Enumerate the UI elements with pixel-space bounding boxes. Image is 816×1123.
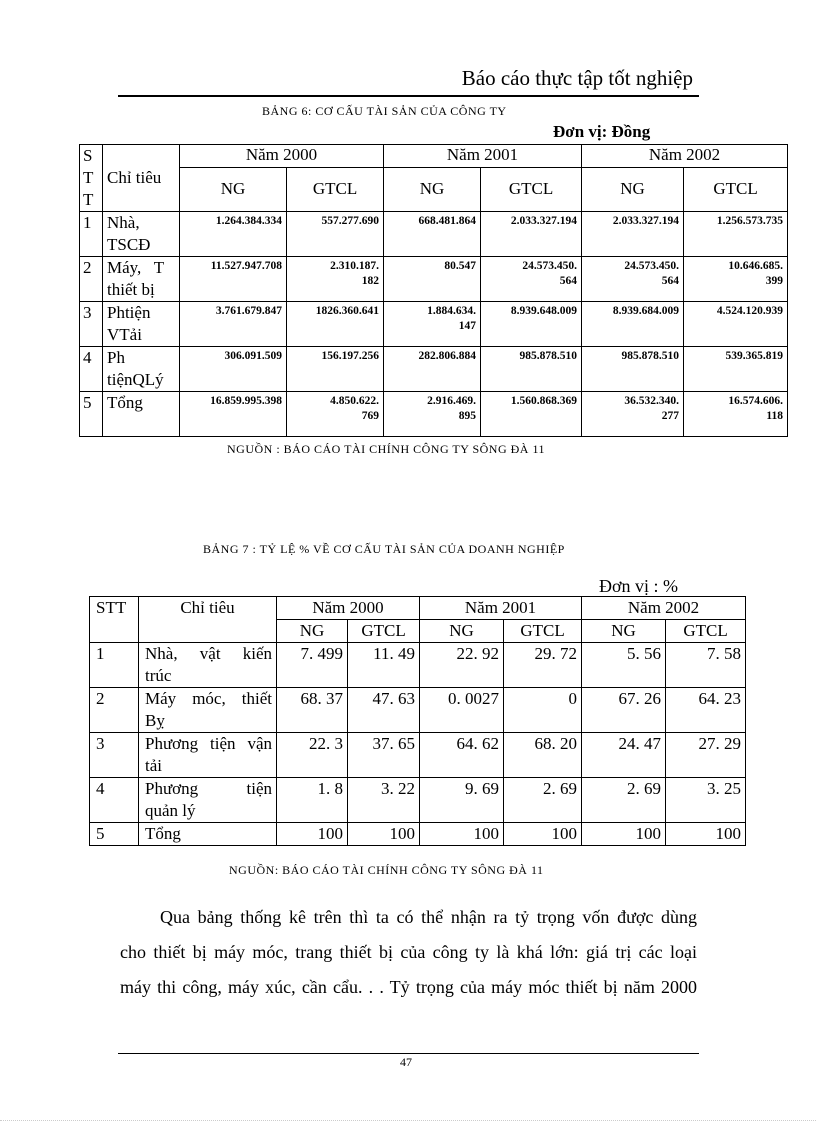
- table7-chitieu-line: trúc: [145, 666, 172, 685]
- table7-row: [90, 778, 746, 823]
- table6-cell: [384, 212, 481, 257]
- table6-cell-line: 182: [361, 275, 380, 287]
- table6-stt-header: S T T: [80, 145, 103, 212]
- table7-row: [90, 643, 746, 688]
- table6-cell-line: 557.277.690: [321, 215, 380, 227]
- table6-cell: [481, 302, 582, 347]
- table7-sub-ng: NG: [582, 620, 666, 643]
- table7-chitieu-line: Phương tiện vận: [145, 734, 272, 753]
- table6-cell-line: 895: [458, 410, 477, 422]
- table6-cell-line: 282.806.884: [418, 350, 477, 362]
- table7-year-2001: Năm 2001: [420, 597, 582, 620]
- table7-cell: 24. 47: [582, 733, 666, 778]
- table6-cell: [582, 302, 684, 347]
- table7-cell: 22. 3: [277, 733, 348, 778]
- table7-row: [90, 688, 746, 733]
- table7-cell: 2. 69: [504, 778, 582, 823]
- table6-cell: [582, 347, 684, 392]
- table6-sub-ng: NG: [582, 167, 684, 211]
- table6-cell-line: 1.884.634.: [427, 305, 477, 317]
- table7-cell: 3. 22: [348, 778, 420, 823]
- page-number: 47: [400, 1055, 412, 1069]
- table7-cell: 5. 56: [582, 643, 666, 688]
- table6-cell: [180, 302, 287, 347]
- table6-cell: [287, 302, 384, 347]
- table6-caption: BẢNG 6: CƠ CẤU TÀI SẢN CỦA CÔNG TY: [262, 104, 507, 118]
- table6-chitieu: [103, 257, 180, 302]
- table6-cell-line: 8.939.684.009: [612, 305, 680, 317]
- table7-chitieu-header: Chỉ tiêu: [139, 597, 277, 643]
- table6-cell: [481, 392, 582, 437]
- table7-cell: 47. 63: [348, 688, 420, 733]
- table7-stt-header: STT: [90, 597, 139, 643]
- table7-cell: 100: [420, 823, 504, 846]
- table6-year-2002: Năm 2002: [582, 145, 788, 168]
- table7-cell: 64. 23: [666, 688, 746, 733]
- table6-cell-line: 277: [661, 410, 680, 422]
- table6-cell-line: 668.481.864: [418, 215, 477, 227]
- table7-chitieu-line: Máy móc, thiết: [145, 689, 272, 708]
- table6-chitieu-line: Phtiện: [107, 303, 151, 322]
- table6-cell: [582, 257, 684, 302]
- table7-chitieu: [139, 778, 277, 823]
- table6-cell: [287, 392, 384, 437]
- table7-year-2002: Năm 2002: [582, 597, 746, 620]
- table6-chitieu-line: thiết bị: [107, 280, 155, 299]
- table6-stt: 1: [80, 212, 103, 257]
- table6-chitieu-line: Máy, T: [107, 258, 165, 277]
- table6-cell: [287, 257, 384, 302]
- table7-chitieu-line: Nhà, vật kiến: [145, 644, 272, 663]
- table7-stt: 2: [90, 688, 139, 733]
- footer-rule: [118, 1053, 699, 1054]
- table7-sub-gtcl: GTCL: [348, 620, 420, 643]
- table6-cell: [180, 212, 287, 257]
- table7-chitieu: [139, 733, 277, 778]
- table7-cell: 29. 72: [504, 643, 582, 688]
- table7-cell: 67. 26: [582, 688, 666, 733]
- table7-cell: 2. 69: [582, 778, 666, 823]
- paragraph-line: cho thiết bị máy móc, trang thiết bị của công ty là khá lớn: giá trị các loại: [120, 942, 697, 962]
- table6-row: [80, 257, 788, 302]
- table6-row: [80, 302, 788, 347]
- paragraph-line: máy thi công, máy xúc, cần cẩu. . . Tỷ trọng của máy móc thiết bị năm 2000: [120, 977, 697, 997]
- table6-cell-line: 36.532.340.: [624, 395, 680, 407]
- header-title: Báo cáo thực tập tốt nghiệp: [461, 66, 693, 90]
- table6-stt: 5: [80, 392, 103, 437]
- table6-chitieu-line: Ph: [107, 348, 125, 367]
- table7-stt: 4: [90, 778, 139, 823]
- table6-row: [80, 212, 788, 257]
- table7-cell: 100: [666, 823, 746, 846]
- table7-row: [90, 823, 746, 846]
- table6-sub-ng: NG: [384, 167, 481, 211]
- body-paragraph: [120, 900, 697, 1005]
- table6-cell-line: 985.878.510: [621, 350, 680, 362]
- table6-sub-ng: NG: [180, 167, 287, 211]
- table6-cell-line: 2.916.469.: [427, 395, 477, 407]
- table6-cell-line: 24.573.450.: [522, 260, 578, 272]
- table7-chitieu-line: Phương tiện: [145, 779, 272, 798]
- table6-unit: Đơn vị: Đồng: [553, 122, 651, 141]
- table6-cell-line: 4.524.120.939: [716, 305, 784, 317]
- table7-cell: 68. 37: [277, 688, 348, 733]
- table6-cell: [684, 347, 788, 392]
- table7-caption: BẢNG 7 : TỶ LỆ % VỀ CƠ CẤU TÀI SẢN CỦA DOANH NGHIỆP: [203, 542, 565, 556]
- table6-sub-gtcl: GTCL: [287, 167, 384, 211]
- header-rule: [118, 95, 699, 97]
- table6-chitieu-line: Tổng: [107, 393, 143, 412]
- table7-chitieu-line: Bỵ: [145, 711, 165, 730]
- table7-cell: 9. 69: [420, 778, 504, 823]
- table6-cell-line: 539.365.819: [725, 350, 784, 362]
- table6-chitieu-line: VTải: [107, 325, 142, 344]
- table6-cell-line: 399: [765, 275, 784, 287]
- table6-cell-line: 1.264.384.334: [215, 215, 282, 227]
- table7-cell: 11. 49: [348, 643, 420, 688]
- table6-cell-line: 2.033.327.194: [510, 215, 578, 227]
- table6-cell-line: 769: [361, 410, 380, 422]
- table6-source: NGUỒN : BÁO CÁO TÀI CHÍNH CÔNG TY SÔNG ĐÀ 11: [227, 442, 546, 456]
- table6-cell: [481, 212, 582, 257]
- table6-cell-line: 80.547: [444, 260, 477, 272]
- table7-cell: 22. 92: [420, 643, 504, 688]
- table7-cell: 100: [582, 823, 666, 846]
- table7-cell: 64. 62: [420, 733, 504, 778]
- table7-chitieu-line: quản lý: [145, 801, 196, 820]
- table7-cell: 0: [504, 688, 582, 733]
- table6-chitieu: [103, 347, 180, 392]
- table7-cell: 7. 499: [277, 643, 348, 688]
- table7-cell: 3. 25: [666, 778, 746, 823]
- table7-cell: 100: [348, 823, 420, 846]
- paragraph-line: Qua bảng thống kê trên thì ta có thể nhận ra tỷ trọng vốn được dùng: [160, 907, 697, 927]
- table6-cell-line: 564: [661, 275, 680, 287]
- table6-cell: [481, 257, 582, 302]
- table6-cell-line: 1826.360.641: [315, 305, 380, 317]
- table6-cell-line: 156.197.256: [321, 350, 380, 362]
- table7-sub-ng: NG: [420, 620, 504, 643]
- table6-cell: [582, 212, 684, 257]
- table6-cell-line: 8.939.648.009: [510, 305, 578, 317]
- table6-row: [80, 392, 788, 437]
- table7-cell: 68. 20: [504, 733, 582, 778]
- table6-cell: [684, 212, 788, 257]
- table6-cell: [384, 392, 481, 437]
- table7-year-2000: Năm 2000: [277, 597, 420, 620]
- table6-stt: 2: [80, 257, 103, 302]
- table6-cell-line: 24.573.450.: [624, 260, 680, 272]
- table6-chitieu-line: tiệnQLý: [107, 370, 164, 389]
- table6-cell-line: 10.646.685.: [728, 260, 784, 272]
- table7-chitieu: [139, 688, 277, 733]
- table6-stt: 4: [80, 347, 103, 392]
- table7-sub-gtcl: GTCL: [504, 620, 582, 643]
- table6-cell-line: 147: [458, 320, 477, 332]
- table7-chitieu-line: tải: [145, 756, 162, 775]
- table7-unit: Đơn vị : %: [599, 576, 679, 596]
- table6-cell: [287, 212, 384, 257]
- table6-cell-line: 564: [559, 275, 578, 287]
- table7-chitieu: [139, 823, 277, 846]
- table6-sub-gtcl: GTCL: [684, 167, 788, 211]
- table6-chitieu-line: TSCĐ: [107, 235, 151, 254]
- table7-cell: 0. 0027: [420, 688, 504, 733]
- table6-cell: [180, 392, 287, 437]
- table6-row: [80, 347, 788, 392]
- table6-cell: [684, 257, 788, 302]
- table6-cell: [180, 257, 287, 302]
- table6-cell: [287, 347, 384, 392]
- table6-cell-line: 1.560.868.369: [510, 395, 578, 407]
- table6-stt: 3: [80, 302, 103, 347]
- table6-cell: [384, 257, 481, 302]
- page-edge: [0, 1120, 816, 1121]
- table6-cell-line: 11.527.947.708: [210, 260, 282, 272]
- table6-cell-line: 16.574.606.: [728, 395, 784, 407]
- table6-cell-line: 985.878.510: [519, 350, 578, 362]
- table7-sub-ng: NG: [277, 620, 348, 643]
- table7-cell: 100: [504, 823, 582, 846]
- table6-cell-line: 2.310.187.: [330, 260, 380, 272]
- table6-chitieu: [103, 212, 180, 257]
- table6-cell: [180, 347, 287, 392]
- table6-chitieu-line: Nhà,: [107, 213, 140, 232]
- table6-chitieu: [103, 392, 180, 437]
- table6-year-2000: Năm 2000: [180, 145, 384, 168]
- table6-cell-line: 3.761.679.847: [215, 305, 282, 317]
- table7-stt: 5: [90, 823, 139, 846]
- table6-year-2001: Năm 2001: [384, 145, 582, 168]
- table6-sub-gtcl: GTCL: [481, 167, 582, 211]
- table6-cell-line: 306.091.509: [224, 350, 282, 362]
- table7-sub-gtcl: GTCL: [666, 620, 746, 643]
- table6-cell-line: 4.850.622.: [330, 395, 380, 407]
- table7-cell: 1. 8: [277, 778, 348, 823]
- table6-cell: [684, 302, 788, 347]
- table6-cell-line: 1.256.573.735: [716, 215, 784, 227]
- table6-cell: [684, 392, 788, 437]
- table7-cell: 27. 29: [666, 733, 746, 778]
- table7-chitieu: [139, 643, 277, 688]
- table6-cell-line: 2.033.327.194: [612, 215, 680, 227]
- table7-source: NGUỒN: BÁO CÁO TÀI CHÍNH CÔNG TY SÔNG ĐÀ 11: [229, 863, 544, 877]
- table6-cell: [582, 392, 684, 437]
- table6: [79, 144, 788, 437]
- table6-cell: [481, 347, 582, 392]
- table7-stt: 1: [90, 643, 139, 688]
- table7-cell: 37. 65: [348, 733, 420, 778]
- table7-row: [90, 733, 746, 778]
- table7-cell: 100: [277, 823, 348, 846]
- table6-cell-line: 118: [766, 410, 784, 422]
- table6-cell-line: 16.859.995.398: [210, 395, 282, 407]
- table6-chitieu-header: Chỉ tiêu: [103, 145, 180, 212]
- table7-cell: 7. 58: [666, 643, 746, 688]
- table6-cell: [384, 347, 481, 392]
- table7: [89, 596, 746, 846]
- table7-stt: 3: [90, 733, 139, 778]
- table6-chitieu: [103, 302, 180, 347]
- table7-chitieu-line: Tổng: [145, 824, 181, 843]
- table6-cell: [384, 302, 481, 347]
